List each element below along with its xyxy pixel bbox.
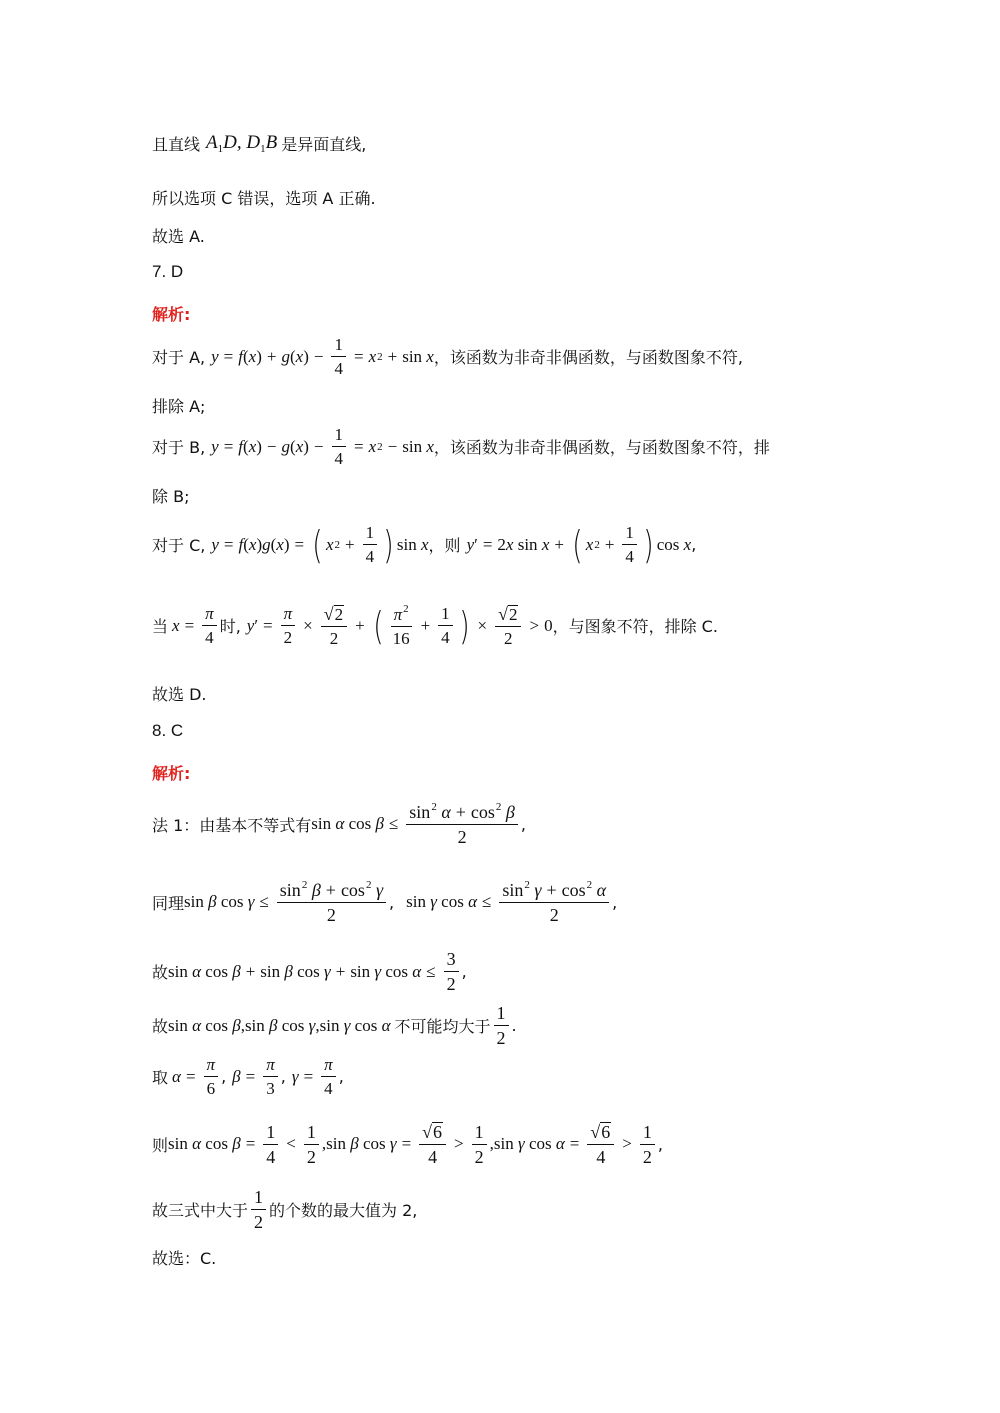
question-7-heading: 7. D [152,262,184,281]
line-8-not-all: 故 sin α cos β , sin β cos γ , sin γ cos α 不可能均大于 $\frac{1}{2}$ . [152,1003,517,1048]
math-expression: y [211,346,219,366]
question-8-heading: 8. C [152,721,184,740]
line-8-sum: 故 sin α cos β + sin β cos γ + sin γ cos α ≤ $\frac{3}{2}$ , [152,949,467,994]
question-8-analysis-label: 解析: [152,764,191,783]
question-7-analysis-label: 解析: [152,305,191,324]
line-skew-lines: 且直线 $A_1D$, $D_1B$ 是异面直线, [152,132,367,155]
line-choose-a: 故选 A. [152,227,205,246]
line-7-when-x-pi-4: 当 x = $\frac{\pi}{4}$ 时, y ′ = $\frac{\pi}{2}$ × √ 2 2 + ( $\frac{\pi^2}{16}$ + $\frac{1}{4}$ ) × √ 2 2 > 0 ，与图象不符，排除 C. [152,603,718,648]
line-8-then: 则 sin α cos β = $\frac{1}{4}$ < $\frac{1}{2}$ , sin β cos γ = √ 6 4 > $\frac{1}{2}$ , sin γ cos α = √ 6 4 > $\frac{1}{2}$ , [152,1121,663,1167]
line-exclude-a: 排除 A; [152,397,206,416]
math-a1d-d1b: $A_1D$, $D_1B$ [206,132,278,155]
line-8-similarly: 同理 sin β cos γ ≤ $\frac{\sin^2 \beta + \cos^2 \gamma}{2}$ , sin γ cos α ≤ $\frac{\sin^2 \gamma + \cos^2 \alpha}{2}$ , [152,879,618,925]
line-8-max-count: 故三式中大于 $\frac{1}{2}$ 的个数的最大值为 2, [152,1187,418,1232]
line-choose-d: 故选 D. [152,685,207,704]
line-7-option-a: 对于 A, y = f ( x ) + g ( x ) − $\frac{1}{4}$ = x 2 + sin x ，该函数为非奇非偶函数，与函数图象不符, [152,335,743,378]
line-option-c-wrong: 所以选项 C 错误，选项 A 正确. [152,189,376,208]
line-7-option-c: 对于 C, y = f ( x ) g ( x ) = ( x 2 + $\frac{1}{4}$ ) sin x ，则 y ′ = 2 x sin x + ( x 2 + $\frac{1}{4}$ ) cos x , [152,522,697,567]
line-8-take-values: 取 α = $\frac{\pi}{6}$ , β = $\frac{\pi}{3}$ , γ = $\frac{\pi}{4}$ , [152,1055,344,1098]
line-choose-c: 故选：C. [152,1249,217,1268]
line-exclude-b: 除 B; [152,487,190,506]
line-7-option-b: 对于 B, y = f ( x ) − g ( x ) − $\frac{1}{4}$ = x 2 − sin x ，该函数为非奇非偶函数，与函数图象不符，排 [152,425,770,468]
line-8-method-1: 法 1：由基本不等式有 sin α cos β ≤ $\frac{\sin^2 \alpha + \cos^2 \beta}{2}$ , [152,801,526,847]
